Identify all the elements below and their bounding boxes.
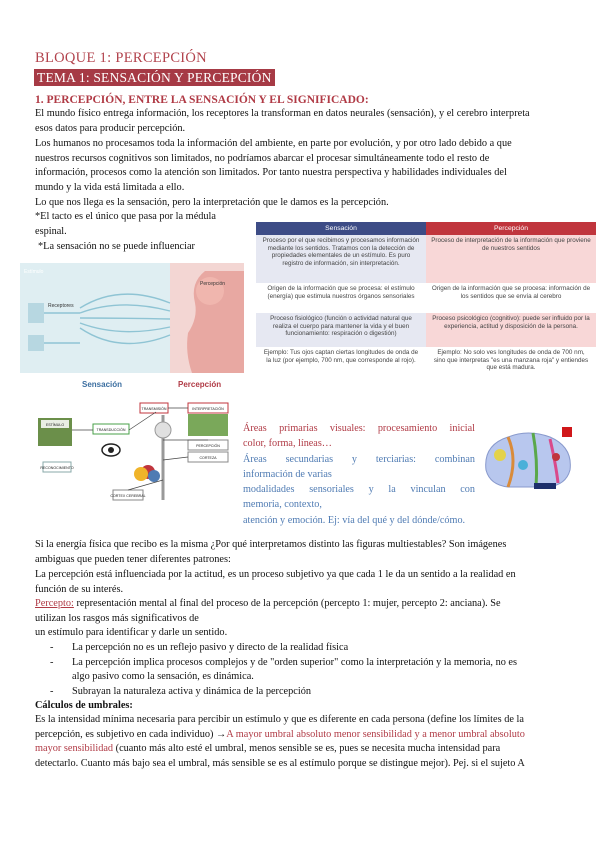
secondary-areas-line: memoria, contexto, [243,499,322,511]
diagram-box-label: ESTÍMULO [45,423,65,427]
visual-areas-text [243,421,475,528]
paragraph-5: La percepción está influenciada por la actitud, es un proceso subjetivo ya que cada 1 le da un sentido a la realidad en función de su interés. [35,569,516,595]
table-row [256,313,596,347]
table-header-row [256,222,596,235]
table-cell: Ejemplo: Tus ojos captan ciertas longitudes de onda de la luz (por ejemplo, 700 nm, que corresponde al rojo). [256,347,426,377]
diagram-box-label: PERCEPCIÓN [196,444,220,448]
sensation-perception-figure [20,263,244,393]
figure1-perception-label: Percepción [178,380,222,389]
section-heading: 1. PERCEPCIÓN, ENTRE LA SENSACIÓN Y EL SIGNIFICADO: [35,94,369,106]
percepto-term: Percepto: [35,598,74,609]
secondary-areas-line: información de varias [243,468,332,480]
table-row [256,235,596,283]
table-cell: Ejemplo: No solo ves longitudes de onda de 700 nm, sino que interpretas "es una manzana roja" y entiendes que está madura. [426,347,596,377]
list-item: - La percepción no es un reflejo pasivo y directo de la realidad física [50,641,570,656]
topic-title: TEMA 1: SENSACIÓN Y PERCEPCIÓN [34,69,275,86]
bullet-list [50,641,570,699]
secondary-areas-line: modalidades sensoriales y la vinculan con [243,484,475,496]
diagram-box-label: RECONOCIMIENTO [40,466,74,470]
table-cell: Proceso fisiológico (función o actividad natural que realiza el cuerpo para mantener la vida y el buen funcionamiento: respiración o digestión) [256,313,426,347]
diagram-box-label: CORTEZA [199,456,217,460]
table-cell: Proceso de interpretación de la información que proviene de nuestros sentidos [426,235,596,283]
brain-illustration [478,425,578,497]
paragraph-3: Lo que nos llega es la sensación, pero la interpretación que le damos es la percepción. [35,197,389,208]
diagram-box-label: TRANSMISIÓN [141,407,167,411]
paragraph-1: El mundo físico entrega información, los receptores la transforman en datos neurales (sensación), y el cerebro interpreta esos datos para producir percepción. [35,108,530,134]
table-cell: Origen de la información que se procesa: información de los sentidos que se envía al cerebro [426,283,596,313]
comparison-table [256,222,596,377]
diagram-box-label: CORTEX CEREBRAL [110,494,146,498]
table-row [256,283,596,313]
paragraph-2: Los humanos no procesamos toda la información del ambiente, en parte por evolución, y por otro lado debido a que nuestros recursos cognitivos son limitados, no podríamos abarcar el procesar simultáneamente todo el resto de información, procesos como la atención son limitados. Por tanto nuestra perspectiva y habilidades individuales del mundo y la vida está limitada a ello. [35,138,512,193]
list-item: - La percepción implica procesos complejos y de "orden superior" como la interpretación y la memoria, no es algo pasivo como la sensación, es dinámica. [50,656,570,685]
note-touch: *El tacto es el único que pasa por la médula espinal. [35,211,216,237]
table-cell: Origen de la información que se procesa: el estímulo (energía) que estimula nuestros órganos sensoriales [256,283,426,313]
block-title: BLOQUE 1: PERCEPCIÓN [35,50,207,66]
process-diagram [38,400,238,510]
diagram-box-label: TRANSDUCCIÓN [96,428,126,432]
diagram-box-label: INTERPRETACIÓN [192,407,224,411]
table-cell: Proceso psicológico (cognitivo): puede ser influido por la experiencia, actitud y disposición de la persona. [426,313,596,347]
note-sensation: *La sensación no se puede influenciar [38,241,195,252]
thresholds-paragraph: Es la intensidad mínima necesaria para percibir un estímulo y que es diferente en cada persona (define los límites de la percepción, es subjetivo en cada individuo) →A mayor umbral absoluto menor sensibilidad y a menor umbral absoluto mayor sensibilidad (cuanto más alto esté el umbral, menos sensible se es, pues se necesita mucha intensidad para detectarlo. Cuanto más bajo sea el umbral, más sensible se es al estímulo porque se distingue mejor). Pej. si el sujeto A [35,714,525,769]
thresholds-heading: Cálculos de umbrales: [35,700,133,711]
figure1-sensation-label: Sensación [82,380,123,389]
figure1-perception-small-label: Percepción [200,281,226,287]
primary-areas-line: Áreas primarias visuales: procesamiento inicial [243,423,475,434]
secondary-areas-line: atención y emoción. Ej: vía del qué y del dónde/cómo. [243,514,466,526]
figure1-stimulus-label: Estímulo [24,269,44,275]
table-header-perception: Percepción [426,222,596,235]
list-item: - Subrayan la naturaleza activa y dinámica de la percepción [50,685,570,700]
table-cell: Proceso por el que recibimos y procesamos información mediante los sentidos. Tratamos con la detección de propiedades elementales de un estímulo. Es puro registro de información, sin interpretación. [256,235,426,283]
paragraph-4: Si la energía física que recibo es la misma ¿Por qué interpretamos distinto las figuras multiestables? Son imágenes ambiguas que pueden tener diferentes patrones: [35,539,507,565]
table-row [256,347,596,377]
table-header-sensation: Sensación [256,222,426,235]
secondary-areas-line: Áreas secundarias y terciarias: combinan [243,453,475,465]
percepto-definition: Percepto: representación mental al final del proceso de la percepción (percepto 1: mujer, percepto 2: anciana). Se utilizan los rasgos más significativos de un estímulo para identificar y darle un sentido. [35,598,501,639]
primary-areas-line: color, forma, líneas… [243,438,332,450]
figure1-receptors-label: Receptores [48,303,74,309]
